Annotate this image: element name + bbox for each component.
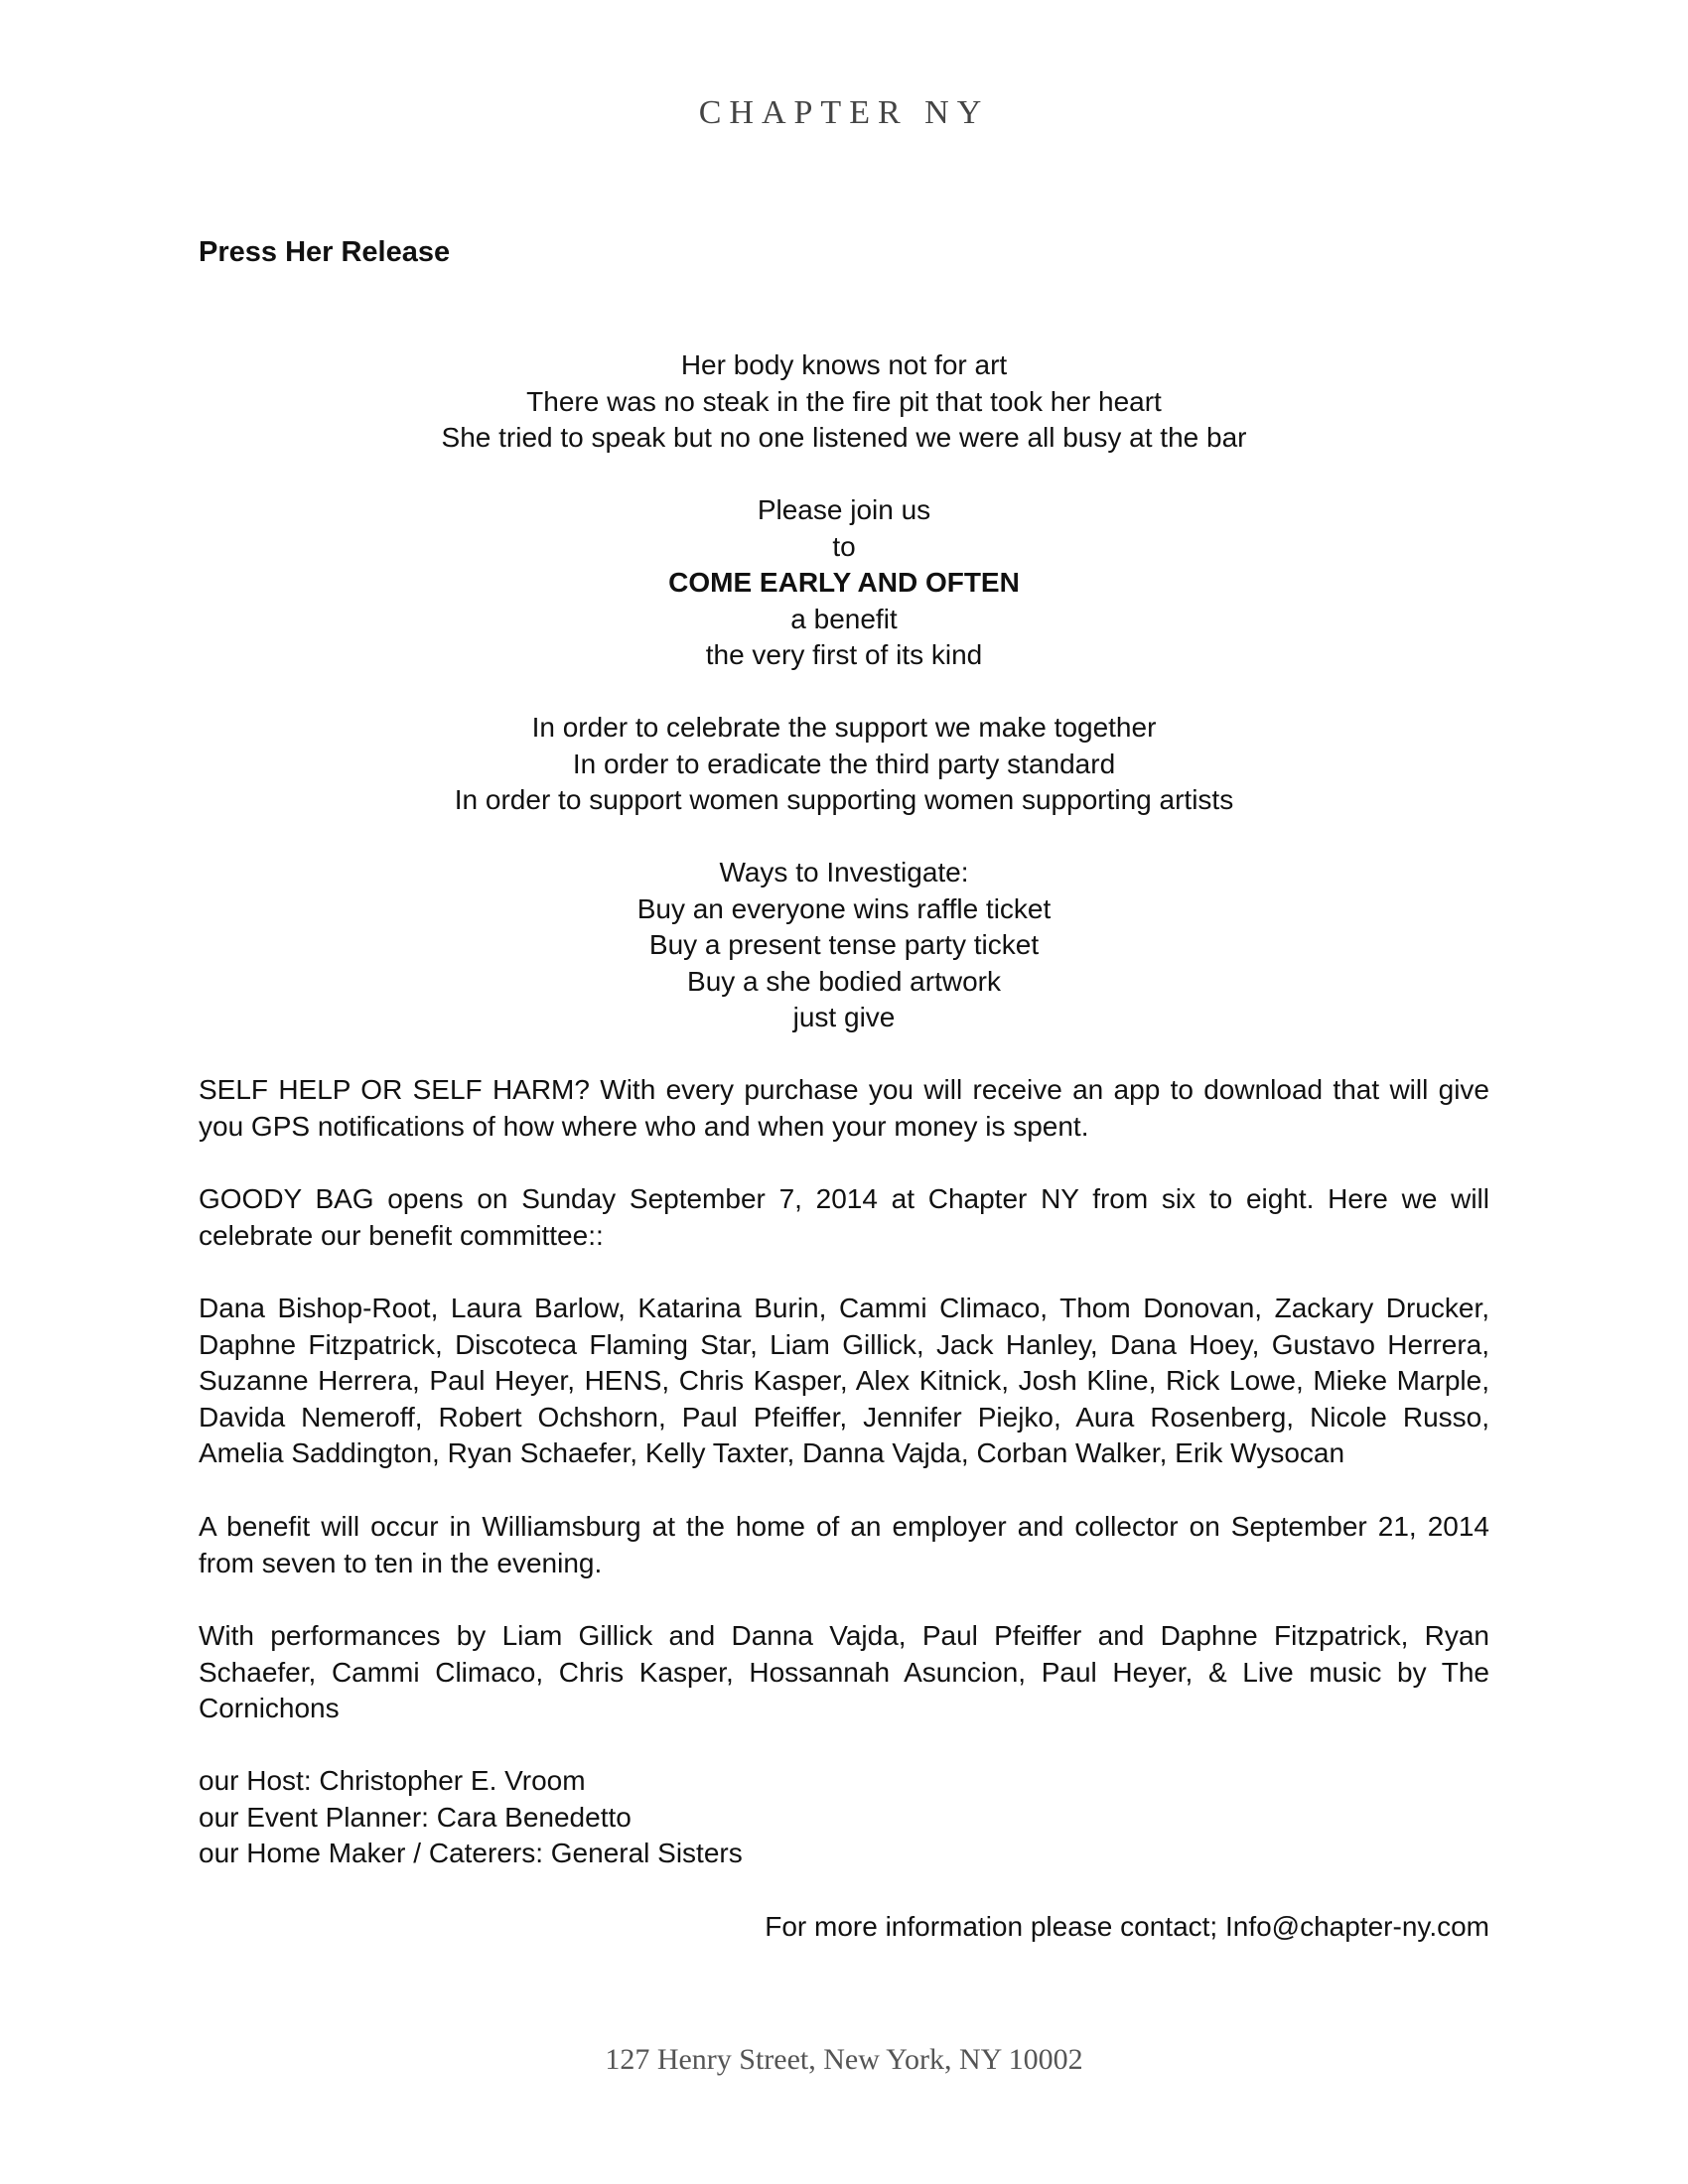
credits-block [199, 1763, 1489, 1872]
footer-address: 127 Henry Street, New York, NY 10002 [605, 2043, 1083, 2076]
performances-paragraph: With performances by Liam Gillick and Danna Vajda, Paul Pfeiffer and Daphne Fitzpatrick, Ryan Schaefer, Cammi Climaco, Chris Kasper, Hossannah Asuncion, Paul Heyer, & Live music by The Cornichons [199, 1620, 1489, 1724]
caterers-credit: our Home Maker / Caterers: General Sisters [199, 1838, 743, 1869]
ways-item: just give [792, 1002, 896, 1033]
committee-paragraph: Dana Bishop-Root, Laura Barlow, Katarina Burin, Cammi Climaco, Thom Donovan, Zackary Drucker, Daphne Fitzpatrick, Discoteca Flaming Star, Liam Gillick, Jack Hanley, Dana Hoey, Gustavo Herrera, Suzanne Herrera, Paul Heyer, HENS, Chris Kasper, Alex Kitnick, Josh Kline, Rick Lowe, Mieke Marple, Davida Nemeroff, Robert Ochshorn, Paul Pfeiffer, Jennifer Piejko, Aura Rosenberg, Nicole Russo, Amelia Saddington, Ryan Schaefer, Kelly Taxter, Danna Vajda, Corban Walker, Erik Wysocan [199, 1293, 1489, 1469]
event-planner-credit: our Event Planner: Cara Benedetto [199, 1801, 632, 1833]
ways-heading: Ways to Investigate: [719, 857, 969, 887]
poem-block [199, 347, 1489, 457]
invitation-line: to [832, 530, 856, 562]
invitation-line: the very first of its kind [705, 639, 983, 671]
event-name: COME EARLY AND OFTEN [668, 567, 1020, 599]
benefit-paragraph: A benefit will occur in Williamsburg at the home of an employer and collector on September 21, 2014 from seven to ten in the evening. [199, 1511, 1489, 1578]
invitation-line: Please join us [757, 494, 931, 525]
poem-line: She tried to speak but no one listened we were all busy at the bar [441, 422, 1247, 454]
self-help-paragraph: SELF HELP OR SELF HARM? With every purchase you will receive an app to download that will give you GPS notifications of how where who and when your money is spent. [199, 1074, 1489, 1142]
purpose-line: In order to celebrate the support we make together [531, 712, 1157, 743]
ways-item: Buy a present tense party ticket [648, 929, 1040, 961]
purpose-line: In order to support women supporting women supporting artists [454, 784, 1234, 816]
ways-item: Buy an everyone wins raffle ticket [636, 892, 1052, 924]
poem-line: There was no steak in the fire pit that took her heart [526, 385, 1162, 417]
invitation-line: a benefit [790, 603, 898, 634]
poem-line: Her body knows not for art [680, 349, 1008, 380]
invitation-block [199, 492, 1489, 674]
purpose-block [199, 710, 1489, 819]
goody-bag-paragraph: GOODY BAG opens on Sunday September 7, 2014 at Chapter NY from six to eight. Here we will celebrate our benefit committee:: [199, 1183, 1489, 1251]
letterhead-title: CHAPTER NY [698, 94, 990, 131]
purpose-line: In order to eradicate the third party standard [572, 748, 1116, 779]
host-credit: our Host: Christopher E. Vroom [199, 1765, 586, 1796]
contact-line: For more information please contact; Info@chapter-ny.com [765, 1911, 1489, 1942]
ways-item: Buy a she bodied artwork [687, 965, 1001, 997]
document-title: Press Her Release [199, 236, 451, 268]
ways-block [199, 855, 1489, 1036]
